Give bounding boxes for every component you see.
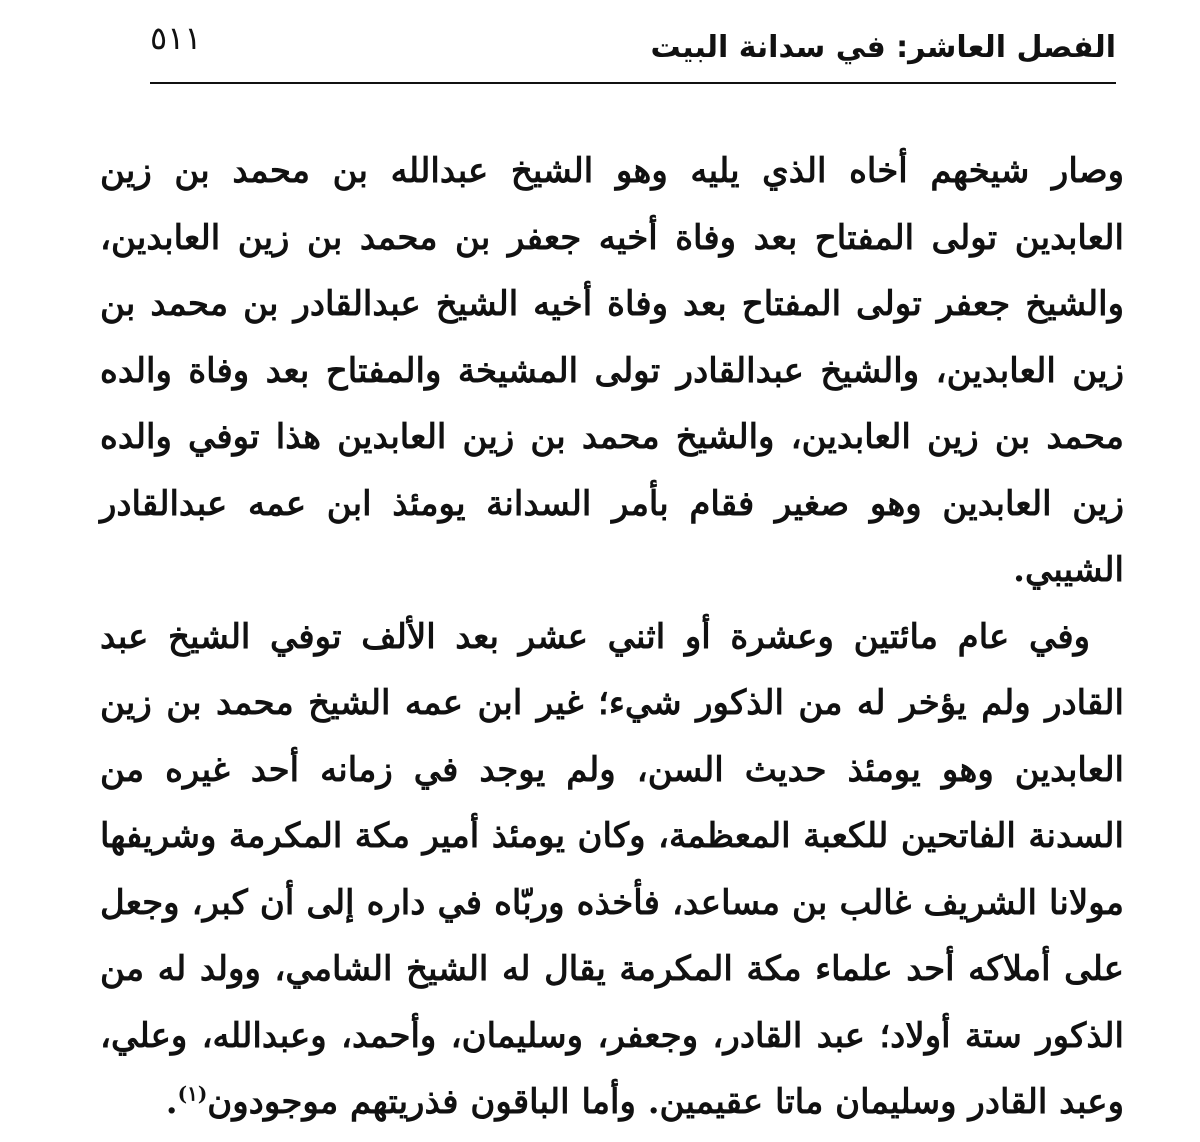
closing-period: .	[165, 1082, 178, 1122]
page-number: ٥١١	[150, 19, 202, 57]
paragraph-text: وصار شيخهم أخاه الذي يليه وهو الشيخ عبدالله بن محمد بن زين العابدين تولى المفتاح بعد وفاة أخيه جعفر بن محمد بن زين العابدين، والشيخ جعفر تولى المفتاح بعد وفاة أخيه الشيخ عبدالقادر بن محمد بن زين العابدين، والشيخ عبدالقادر تولى المشيخة والمفتاح بعد وفاة والده محمد بن زين العابدين، والشيخ محمد بن زين العابدين هذا توفي والده زين العابدين وهو صغير فقام بأمر السدانة يومئذ ابن عمه عبدالقادر الشيبي.	[100, 151, 1124, 590]
chapter-title: الفصل العاشر: في سدانة البيت	[650, 30, 1116, 65]
footnote-marker[interactable]: (١)	[177, 1081, 208, 1106]
paragraph-text: وفي عام مائتين وعشرة أو اثني عشر بعد الألف توفي الشيخ عبد القادر ولم يؤخر له من الذكور شيء؛ غير ابن عمه الشيخ محمد بن زين العابدين وهو يومئذ حديث السن، ولم يوجد في زمانه أحد غيره من السدنة الفاتحين للكعبة المعظمة، وكان يومئذ أمير مكة المكرمة وشريفها مولانا الشريف غالب بن مساعد، فأخذه وربّاه في داره إلى أن كبر، وجعل على أملاكه أحد علماء مكة المكرمة يقال له الشيخ الشامي، وولد له من الذكور ستة أولاد؛ عبد القادر، وجعفر، وسليمان، وأحمد، وعبدالله، وعلي، وعبد القادر وسليمان ماتا عقيمين. وأما الباقون فذريتهم موجودون	[100, 616, 1124, 1122]
paragraph	[100, 138, 1124, 604]
header-divider	[150, 82, 1116, 84]
running-header	[150, 14, 1116, 78]
paragraph	[100, 604, 1124, 1136]
body-text	[100, 138, 1124, 1136]
